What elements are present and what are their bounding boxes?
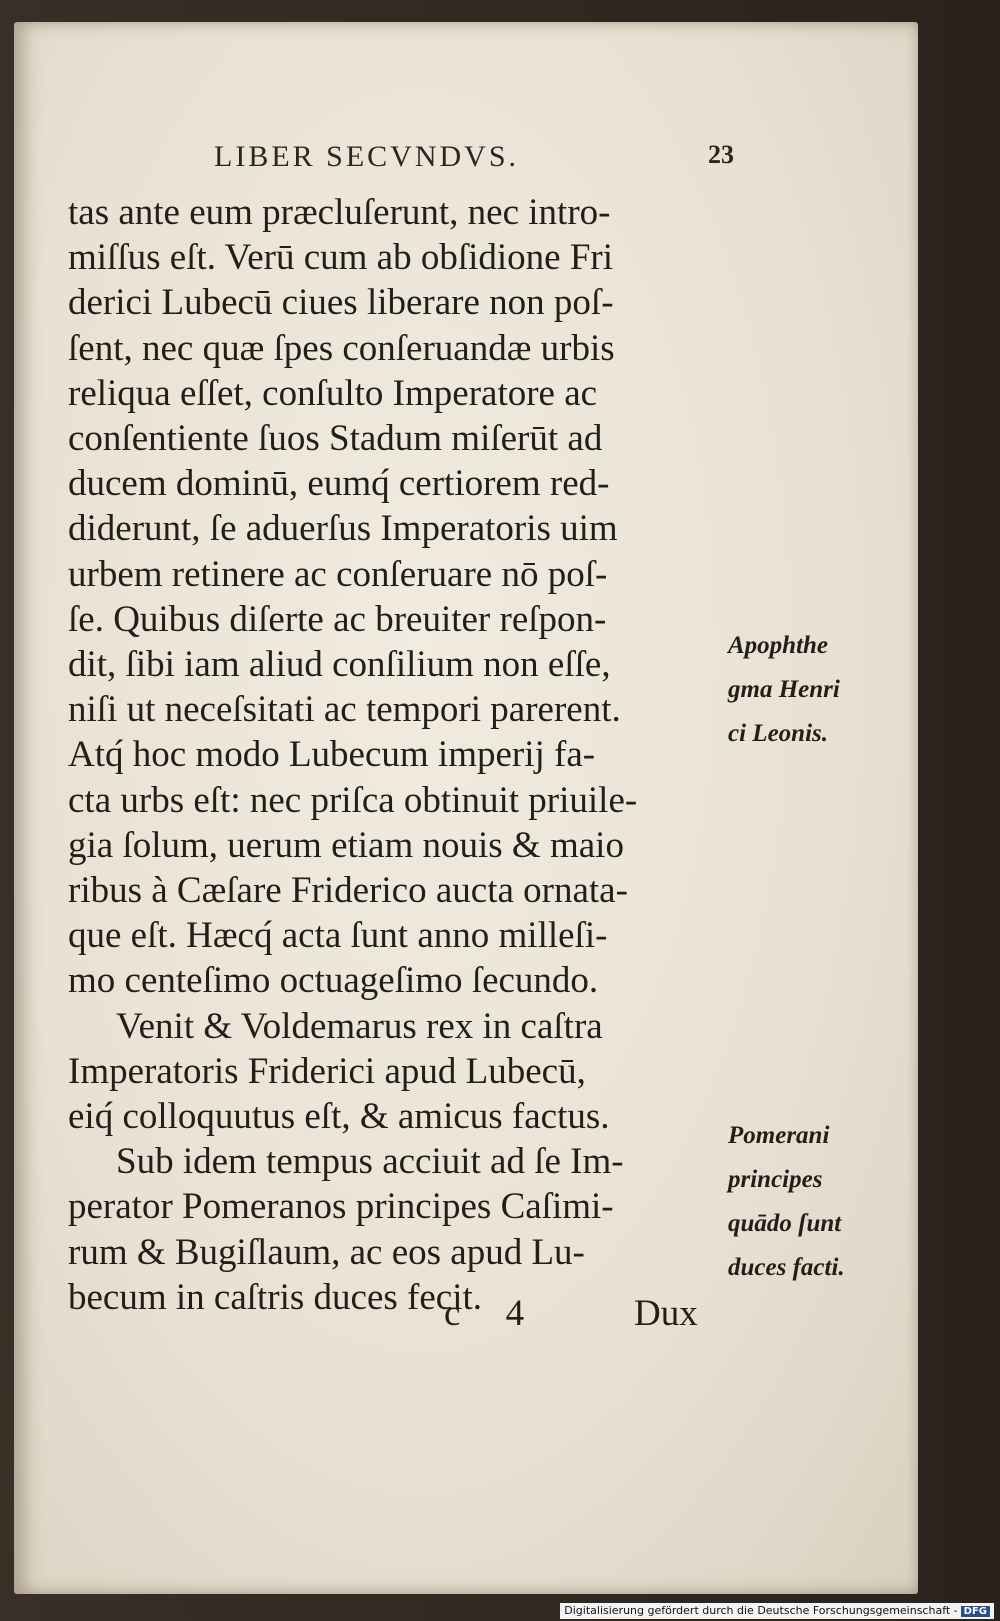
text-line: ducem dominū, eumq́ certiorem red- (68, 463, 610, 505)
text-line: derici Lubecū ciues liberare non poſ- (68, 282, 614, 324)
text-line: conſentiente ſuos Stadum miſerūt ad (68, 418, 603, 460)
margin-note-line: gma Henri (728, 676, 840, 703)
text-line: rum & Bugiſlaum, ac eos apud Lu- (68, 1231, 585, 1273)
margin-note-line: duces facti. (728, 1254, 845, 1281)
text-line: Atq́ hoc modo Lubecum imperij fa- (68, 734, 596, 776)
margin-note-apophthegma (728, 624, 840, 756)
margin-note-line: Pomerani (728, 1122, 830, 1149)
text-line: Venit & Voldemarus rex in caſtra (116, 1005, 603, 1047)
text-line: ſe. Quibus diſerte ac breuiter reſpon- (68, 598, 607, 640)
text-line: gia ſolum, uerum etiam nouis & maio (68, 824, 624, 866)
digitization-credit (560, 1603, 994, 1619)
text-line: que eſt. Hæcq́ acta ſunt anno milleſi- (68, 915, 608, 957)
margin-note-line: principes (728, 1166, 823, 1193)
text-line: dit, ſibi iam aliud conſilium non eſſe, (68, 644, 611, 686)
text-line: eiq́ colloquutus eſt, & amicus factus. (68, 1096, 610, 1138)
credit-text: Digitalisierung gefördert durch die Deutsche Forschungsgemeinschaft - (564, 1604, 958, 1617)
text-line: Imperatoris Friderici apud Lubecū, (68, 1050, 586, 1092)
margin-note-line: quādo ſunt (728, 1210, 842, 1237)
margin-note-line: Apophthe (728, 632, 829, 659)
text-line: reliqua eſſet, conſulto Imperatore ac (68, 372, 598, 414)
margin-note-pomerani (728, 1114, 845, 1290)
text-line: ribus à Cæſare Friderico aucta ornata- (68, 870, 628, 912)
text-line: ſent, nec quæ ſpes conſeruandæ urbis (68, 327, 615, 369)
text-line: becum in caſtris duces fecit. (68, 1276, 483, 1318)
folio-number: 23 (708, 140, 734, 169)
text-line: Sub idem tempus acciuit ad ſe Im- (116, 1141, 624, 1183)
body-text (68, 190, 718, 1320)
text-line: urbem retinere ac conſeruare nō poſ- (68, 553, 608, 595)
text-line: perator Pomeranos principes Caſimi- (68, 1186, 614, 1228)
text-line: cta urbs eſt: nec priſca obtinuit priuile- (68, 779, 638, 821)
dfg-logo: DFG (961, 1606, 990, 1617)
text-line: diderunt, ſe aduerſus Imperatoris uim (68, 508, 618, 550)
book-page (14, 22, 918, 1594)
text-line: niſi ut neceſsitati ac tempori parerent. (68, 689, 621, 731)
catchword: Dux (634, 1293, 698, 1334)
running-title: LIBER SECVNDVS. (214, 140, 520, 173)
margin-note-line: ci Leonis. (728, 720, 828, 747)
text-line: tas ante eum præcluſerunt, nec intro- (68, 192, 611, 233)
signature-mark: c 4 (444, 1293, 543, 1334)
text-line: miſſus eſt. Verū cum ab obſidione Fri (68, 237, 614, 279)
text-line: mo centeſimo octuageſimo ſecundo. (68, 960, 599, 1002)
